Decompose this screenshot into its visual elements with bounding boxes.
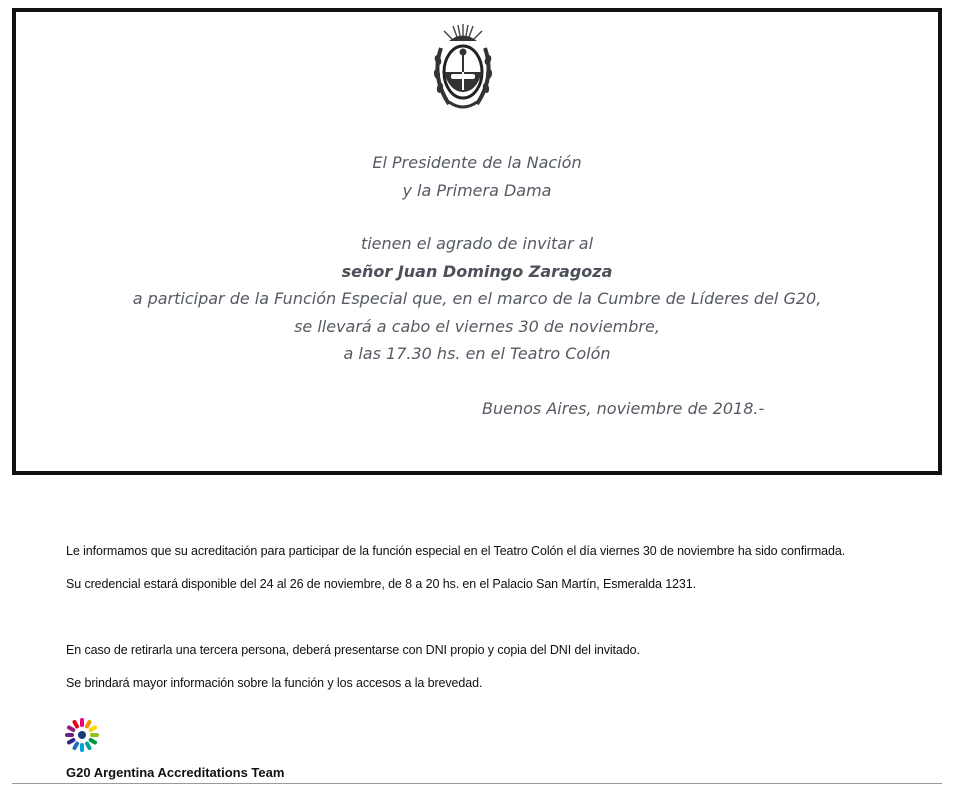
team-signature: G20 Argentina Accreditations Team bbox=[66, 765, 285, 780]
guest-name: señor Juan Domingo Zaragoza bbox=[341, 262, 613, 281]
event-line-2: se llevará a cabo el viernes 30 de noviembre, bbox=[294, 317, 660, 336]
g20-argentina-logo-icon bbox=[64, 717, 100, 753]
host-line-first-lady: y la Primera Dama bbox=[402, 181, 552, 200]
place-and-date: Buenos Aires, noviembre de 2018.- bbox=[482, 399, 765, 418]
credential-paragraph: Su credencial estará disponible del 24 al 26 de noviembre, de 8 a 20 hs. en el Palacio San Martín, Esmeralda 1231. bbox=[66, 577, 696, 591]
argentina-coat-of-arms-icon bbox=[429, 22, 497, 114]
third-party-paragraph: En caso de retirarla una tercera persona, deberá presentarse con DNI propio y copia del DNI del invitado. bbox=[66, 643, 640, 657]
more-info-paragraph: Se brindará mayor información sobre la función y los accesos a la brevedad. bbox=[66, 676, 483, 690]
invite-line: tienen el agrado de invitar al bbox=[360, 234, 594, 253]
event-line-1: a participar de la Función Especial que, en el marco de la Cumbre de Líderes del G20, bbox=[132, 289, 822, 308]
footer-divider bbox=[12, 783, 942, 784]
invitation-card bbox=[12, 8, 942, 475]
confirmation-paragraph: Le informamos que su acreditación para participar de la función especial en el Teatro Colón el día viernes 30 de noviembre ha sido confirmada. bbox=[66, 544, 846, 558]
event-line-3: a las 17.30 hs. en el Teatro Colón bbox=[343, 344, 611, 363]
host-line-president: El Presidente de la Nación bbox=[372, 153, 582, 172]
